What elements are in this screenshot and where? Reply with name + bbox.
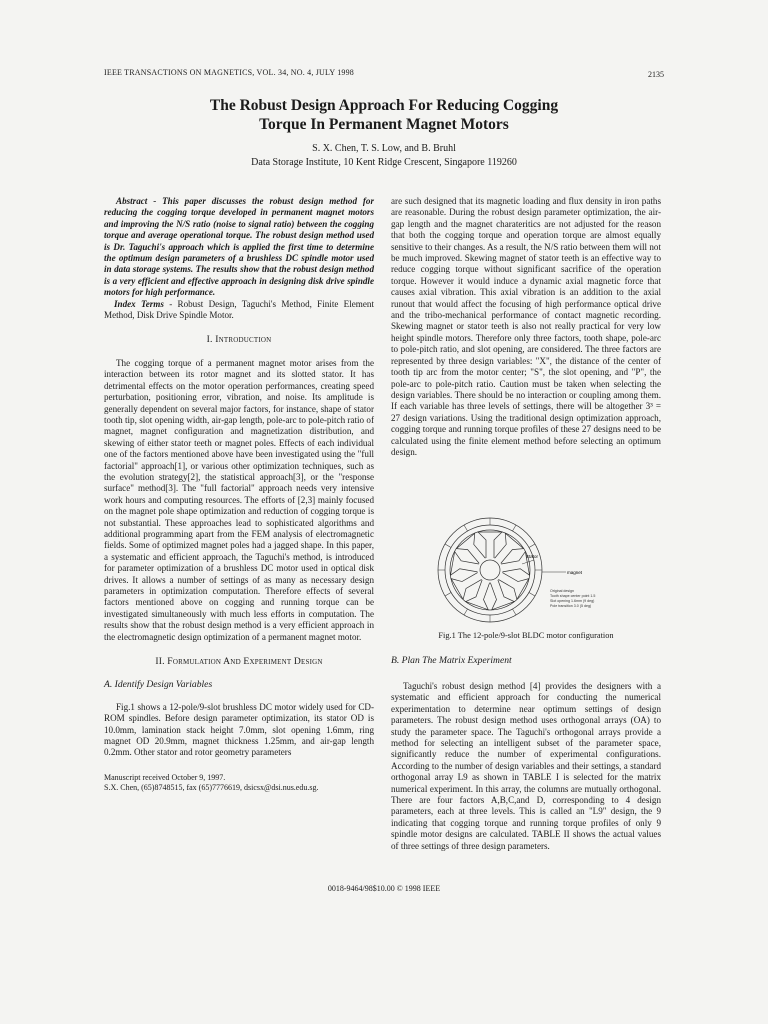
copyright-line: 0018-9464/98$10.00 © 1998 IEEE [327, 884, 441, 893]
running-head: IEEE TRANSACTIONS ON MAGNETICS, VOL. 34, NO. 4, JULY 1998 [104, 68, 355, 77]
outer-rotor-ring [438, 518, 542, 622]
footnote-contact: S.X. Chen, (65)8748515, fax (65)7776619, dsicsx@dsi.nus.edu.sg. [104, 782, 319, 792]
introduction-paragraph: The cogging torque of a permanent magnet motor arises from the interaction between its rotor magnet and its slotted stator. It has detrimental effects on the motor operation performances, creating speed perturbation, positioning error, vibration, and noise. Its amplitude is generally dependent on several major factors, for instance, shape of stator tooth tip, slot opening width, air-gap length, pole-arc to pole-pitch ratio of magnet, magnet configuration and magnetization distribution, and skewing of either stator teeth or magnet poles. Effects of each individual one of the factors mentioned above have been investigated using the "full factorial" approach[1], or various other optimization techniques, such as the evolution strategy[2], the statistical approach[3], or the "response surface" method[3]. The "full factorial" approach needs very intensive work hours and computing resources. The efforts of [2,3] mainly focused on the magnet pole shape optimization and reduction of cogging torque is not substantial. These approaches lead to sophisticated algorithms and additional programming apart from the FEM analysis of electromagnetic fields. Some of optimized magnet poles had a jagged shape. In this paper, a systematic and efficient approach, the Taguchi's method, is introduced for parameter optimization of a brushless DC motor used in optical disk drives. It allows a number of settings of as many as necessary design parameters in optimization computation. Therefore effects of several factors mentioned above on cogging and running torque can be investigated simultaneously with much less efforts in computation. The results show that the robust design method is a very efficient approach in the electromagnetic design optimization of a permanent magnet motor. [104, 357, 374, 642]
index-terms-text: - Robust Design, Taguchi's Method, Finite Element Method, Disk Drive Spindle Motor. [104, 298, 374, 321]
magnet-pole-dividers [438, 518, 542, 622]
section-heading-introduction: I. Introduction [206, 334, 272, 346]
legend-line-3: Slot opening 1.6mm (9 deg) [550, 599, 595, 603]
section-heading-formulation: II. Formulation And Experiment Design [155, 656, 323, 668]
design-variables-continued: are such designed that its magnetic loading and flux density in iron paths are reasonable. During the robust design parameter optimization, the air-gap length and the magnet charateritics are not adjusted for the reason that both the cogging torque and operation torque are almost equally sensitive to their changes. As a result, the N/S ratio between them will not be much improved. Skewing magnet of stator teeth is an effective way to reduce cogging torque without significant sacrifice of the operation torque. However it would induce a dynamic axial magnetic force that causes axial vibration. This axial vibration is an addition to the axial runout that would affect the focusing of high performance optical drive and the tribo-mechanical performance of contact magnetic recording. Skewing magnet or stator teeth is also not really practical for very low height spindle motors. Therefore only three factors, tooth shape, pole-arc to pole-pitch ratio, and slot opening, are considered. The three factors are represented by three design variables: "X", the distance of the center of tooth tip arc from the motor center; "S", the slot opening, and "P", the pole-arc to pole-pitch ratio. Caution must be taken when selecting the design variables. There should be no interaction or coupling among them. If each variable has three levels of settings, there will be altogether 3³ = 27 design variations. Using the traditional design optimization approach, cogging torque and running torque profiles of these 27 designs need to be calculated using the finite element method before selecting an optimum design. [391, 196, 661, 457]
legend-line-1: Original design [550, 589, 574, 593]
abstract: Abstract - This paper discusses the robust design method for reducing the cogging torque developed in permanent magnet motors and improving the N/S ratio (noise to signal ratio) between the cogging torque and average operational torque. The robust design method used is Dr. Taguchi's approach which is applied the first time to determine the optimum design parameters of a brushless DC spindle motor used in data storage systems. The results show that the robust design method is a very efficient and effective approach in designing disk drive spindle motors for high performance. [104, 196, 374, 298]
legend-line-4: Pole transition 3.0 (5 deg) [550, 604, 592, 608]
paper-title [104, 96, 664, 134]
left-column [104, 196, 374, 793]
subsection-heading-b: B. Plan The Matrix Experiment [391, 655, 512, 666]
motor-figure [430, 512, 630, 628]
matrix-experiment-paragraph: Taguchi's robust design method [4] provides the designers with a systematic and efficient approach for conducting the numerical experimentation to determine near optimum settings of design parameters. The robust design method uses orthogonal arrays (OA) to study the parameter space. The Taguchi's orthogonal arrays provide a method for selecting an intelligent subset of the parameter space, significantly reduce the number of experimental configurations. According to the number of design variables and their settings, a standard orthogonal array L9 as shown in TABLE I is selected for the matrix numerical experiment. In this array, the columns are mutually orthogonal. There are four factors A,B,C,and D, corresponding to 4 design parameters, each at three levels. This is called an "L9" design, the 9 indicating that cogging torque and running torque profiles of only 9 spindle motor designs are calculated. TABLE II shows the actual values of three settings of three design parameters. [391, 681, 661, 851]
author-names: S. X. Chen, T. S. Low, and B. Bruhl [312, 143, 456, 154]
shaft-circle [480, 560, 500, 580]
design-variables-paragraph: Fig.1 shows a 12-pole/9-slot brushless DC motor widely used for CD-ROM spindles. Before design parameter optimization, its stator OD is 10.0mm, lamination stack height 7.0mm, slot opening 1.6mm, ring magnet OD 20.9mm, magnet thickness 1.25mm, and air-gap length 0.2mm. Other stator and rotor geometry parameters [104, 701, 374, 758]
subsection-heading-a: A. Identify Design Variables [104, 679, 213, 691]
index-terms-label: Index Terms [114, 298, 164, 309]
right-column-bottom [391, 681, 661, 852]
index-terms [104, 299, 374, 322]
title-line-1: The Robust Design Approach For Reducing Cogging [209, 97, 559, 114]
title-line-2: Torque In Permanent Magnet Motors [259, 116, 509, 133]
stator-leader-line [522, 560, 534, 564]
author-block [104, 142, 664, 170]
page-number: 2135 [648, 70, 664, 79]
stator-teeth [450, 532, 529, 610]
magnet-label: magnet [567, 570, 583, 575]
affiliation: Data Storage Institute, 10 Kent Ridge Crescent, Singapore 119260 [251, 157, 517, 168]
figure-legend [550, 589, 595, 608]
figure-caption: Fig.1 The 12-pole/9-slot BLDC motor configuration [438, 631, 614, 640]
stator-label: Stator [526, 554, 539, 559]
legend-line-2: Tooth shape center point 1.5 [550, 594, 596, 598]
motor-cross-section [430, 512, 630, 628]
footnote-received: Manuscript received October 9, 1997. [104, 772, 226, 782]
right-column-top [391, 196, 661, 458]
footnote [104, 773, 374, 793]
